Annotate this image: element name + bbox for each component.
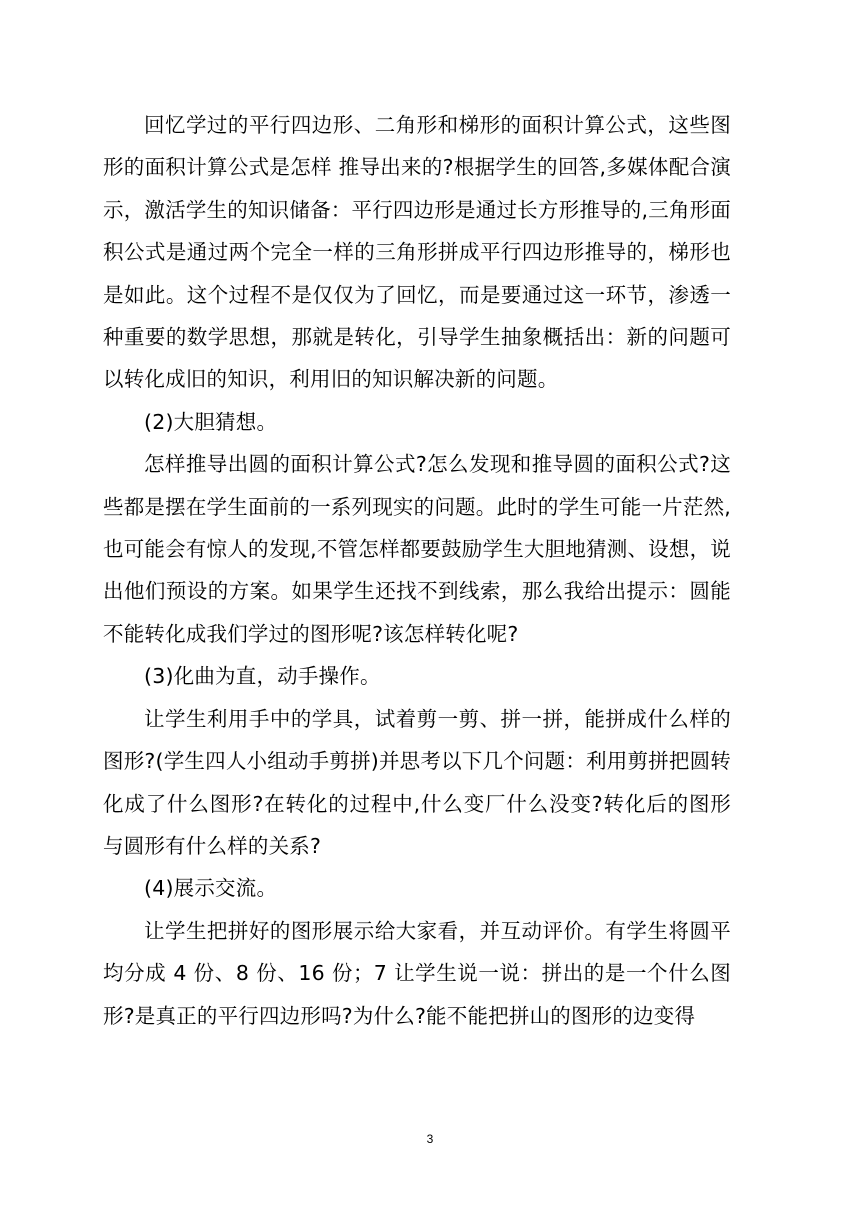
paragraph-display-figures: 让学生把拼好的图形展示给大家看，并互动评价。有学生将圆平均分成 4 份、8 份、16 份；7 让学生说一说：拼出的是一个什么图形?是真正的平行四边形吗?为什么?能不能把拼山的图形的边变得	[103, 918, 731, 1028]
section-heading-show-and-share: (4)展示交流。	[144, 876, 278, 901]
paragraph-cut-and-assemble: 让学生利用手中的学具，试着剪一剪、拼一拼，能拼成什么样的图形?(学生四人小组动手剪拼)并思考以下几个问题：利用剪拼把圆转化成了什么图形?在转化的过程中,什么变厂什么没变?转化后的图形与圆形有什么样的关系?	[103, 706, 731, 858]
section-heading-bold-guess: (2)大胆猜想。	[144, 409, 278, 434]
page-number: 3	[426, 1132, 434, 1146]
section-heading-curve-to-straight: (3)化曲为直，动手操作。	[144, 664, 381, 689]
document-body	[103, 104, 731, 1037]
paragraph-derive-circle-area: 怎样推导出圆的面积计算公式?怎么发现和推导圆的面积公式?这些都是摆在学生面前的一系列现实的问题。此时的学生可能一片茫然,也可能会有惊人的发现,不管怎样都要鼓励学生大胆地猜测、设想，说出他们预设的方案。如果学生还找不到线索，那么我给出提示：圆能不能转化成我们学过的图形呢?该怎样转化呢?	[103, 452, 731, 646]
paragraph-recall-formulas: 回忆学过的平行四边形、二角形和梯形的面积计算公式，这些图形的面积计算公式是怎样 推导出来的?根据学生的回答,多媒体配合演示，激活学生的知识储备：平行四边形是通过长方形推导的,三角形面积公式是通过两个完全一样的三角形拼成平行四边形推导的，梯形也是如此。这个过程不是仅仅为了回忆，而是要通过这一环节，渗透一种重要的数学思想，那就是转化，引导学生抽象概括出：新的问题可以转化成旧的知识，利用旧的知识解决新的问题。	[103, 113, 731, 392]
